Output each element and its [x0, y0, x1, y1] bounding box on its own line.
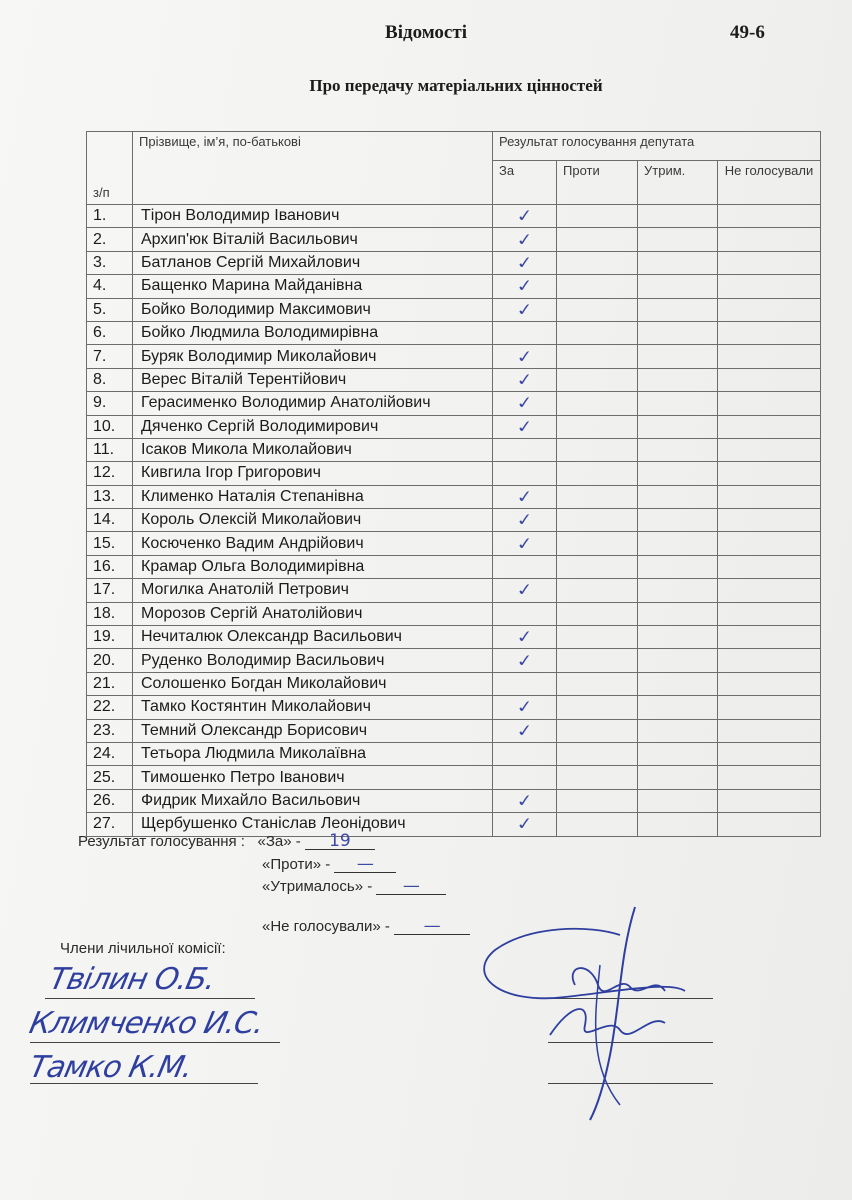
- vote-against-cell: [557, 321, 638, 344]
- vote-abstain-cell: [638, 415, 718, 438]
- deputy-name: Верес Віталій Терентійович: [133, 368, 493, 391]
- check-mark-icon: ✓: [515, 698, 535, 718]
- vote-for-cell: [493, 766, 557, 789]
- row-number: 19.: [87, 626, 133, 649]
- vote-abstain-cell: [638, 392, 718, 415]
- table-row: [87, 321, 821, 344]
- vote-for-cell: [493, 672, 557, 695]
- vote-for-cell: [493, 345, 557, 368]
- vote-abstain-cell: [638, 649, 718, 672]
- vote-abstain-cell: [638, 696, 718, 719]
- signature-line-1: [45, 998, 255, 999]
- vote-against-cell: [557, 462, 638, 485]
- vote-for-cell: [493, 719, 557, 742]
- vote-not-voted-cell: [718, 602, 821, 625]
- results-not-voted-value: —: [394, 918, 470, 935]
- deputy-name: Батланов Сергій Михайлович: [133, 251, 493, 274]
- deputy-name: Король Олексій Миколайович: [133, 509, 493, 532]
- check-mark-icon: ✓: [515, 370, 535, 391]
- results-abstain-label: «Утрималось» -: [262, 878, 373, 895]
- table-row: [87, 626, 821, 649]
- vote-not-voted-cell: [718, 766, 821, 789]
- deputy-name: Тетьора Людмила Миколаївна: [133, 742, 493, 765]
- vote-against-cell: [557, 298, 638, 321]
- vote-against-cell: [557, 228, 638, 251]
- vote-for-cell: [493, 532, 557, 555]
- results-label: Результат голосування :: [78, 833, 245, 850]
- check-mark-icon: ✓: [515, 300, 535, 320]
- deputy-name: Ісаков Микола Миколайович: [133, 438, 493, 461]
- deputy-name: Дяченко Сергій Володимирович: [133, 415, 493, 438]
- table-row: [87, 438, 821, 461]
- table-row: [87, 298, 821, 321]
- vote-for-cell: [493, 555, 557, 578]
- check-mark-icon: ✓: [515, 230, 535, 250]
- row-number: 4.: [87, 275, 133, 298]
- header-name: Прізвище, ім’я, по-батькові: [133, 132, 493, 205]
- vote-for-cell: [493, 205, 557, 228]
- vote-not-voted-cell: [718, 438, 821, 461]
- vote-abstain-cell: [638, 672, 718, 695]
- deputy-name: Тірон Володимир Іванович: [133, 205, 493, 228]
- deputy-name: Косюченко Вадим Андрійович: [133, 532, 493, 555]
- vote-against-cell: [557, 742, 638, 765]
- row-number: 5.: [87, 298, 133, 321]
- row-number: 16.: [87, 555, 133, 578]
- table-row: [87, 742, 821, 765]
- handwritten-signature-graphic: [470, 895, 700, 1125]
- deputy-name: Морозов Сергій Анатолійович: [133, 602, 493, 625]
- deputy-name: Тамко Костянтин Миколайович: [133, 696, 493, 719]
- row-number: 25.: [87, 766, 133, 789]
- header-not-voted: Не голосували: [718, 161, 821, 205]
- voting-table: [86, 131, 821, 837]
- deputy-name: Щербушенко Станіслав Леонідович: [133, 813, 493, 836]
- vote-abstain-cell: [638, 532, 718, 555]
- row-number: 13.: [87, 485, 133, 508]
- results-not-voted-line: [262, 918, 470, 935]
- deputy-name: Кивгила Ігор Григорович: [133, 462, 493, 485]
- check-mark-icon: ✓: [515, 791, 535, 812]
- deputy-name: Буряк Володимир Миколайович: [133, 345, 493, 368]
- row-number: 14.: [87, 509, 133, 532]
- check-mark-icon: ✓: [515, 417, 535, 437]
- vote-not-voted-cell: [718, 789, 821, 812]
- vote-abstain-cell: [638, 485, 718, 508]
- row-number: 3.: [87, 251, 133, 274]
- vote-against-cell: [557, 555, 638, 578]
- vote-against-cell: [557, 509, 638, 532]
- vote-against-cell: [557, 205, 638, 228]
- vote-against-cell: [557, 251, 638, 274]
- table-row: [87, 415, 821, 438]
- check-mark-icon: ✓: [515, 534, 535, 554]
- header-number: з/п: [87, 132, 133, 205]
- vote-abstain-cell: [638, 251, 718, 274]
- vote-against-cell: [557, 626, 638, 649]
- vote-abstain-cell: [638, 626, 718, 649]
- signature-line-3: [30, 1083, 258, 1084]
- vote-against-cell: [557, 649, 638, 672]
- row-number: 7.: [87, 345, 133, 368]
- vote-not-voted-cell: [718, 649, 821, 672]
- table-row: [87, 696, 821, 719]
- row-number: 12.: [87, 462, 133, 485]
- vote-for-cell: [493, 813, 557, 836]
- vote-abstain-cell: [638, 742, 718, 765]
- vote-for-cell: [493, 415, 557, 438]
- check-mark-icon: ✓: [515, 253, 535, 274]
- header-against: Проти: [557, 161, 638, 205]
- vote-abstain-cell: [638, 438, 718, 461]
- deputy-name: Солошенко Богдан Миколайович: [133, 672, 493, 695]
- table-row: [87, 345, 821, 368]
- vote-for-cell: [493, 462, 557, 485]
- vote-not-voted-cell: [718, 205, 821, 228]
- vote-not-voted-cell: [718, 251, 821, 274]
- vote-not-voted-cell: [718, 742, 821, 765]
- check-mark-icon: ✓: [515, 277, 535, 297]
- vote-for-cell: [493, 392, 557, 415]
- row-number: 8.: [87, 368, 133, 391]
- vote-not-voted-cell: [718, 321, 821, 344]
- document-title: Відомості: [385, 22, 467, 43]
- commission-member-2: Климченко И.С.: [26, 1006, 267, 1041]
- vote-abstain-cell: [638, 462, 718, 485]
- vote-abstain-cell: [638, 555, 718, 578]
- row-number: 23.: [87, 719, 133, 742]
- vote-abstain-cell: [638, 205, 718, 228]
- table-row: [87, 602, 821, 625]
- vote-not-voted-cell: [718, 485, 821, 508]
- table-row: [87, 672, 821, 695]
- vote-not-voted-cell: [718, 415, 821, 438]
- vote-abstain-cell: [638, 228, 718, 251]
- deputy-name: Бойко Володимир Максимович: [133, 298, 493, 321]
- row-number: 9.: [87, 392, 133, 415]
- check-mark-icon: ✓: [515, 487, 535, 507]
- check-mark-icon: ✓: [515, 511, 535, 531]
- deputy-name: Архип'юк Віталій Васильович: [133, 228, 493, 251]
- vote-for-cell: [493, 228, 557, 251]
- row-number: 27.: [87, 813, 133, 836]
- deputy-name: Могилка Анатолій Петрович: [133, 579, 493, 602]
- vote-not-voted-cell: [718, 719, 821, 742]
- check-mark-icon: ✓: [515, 394, 535, 414]
- results-for-label: «За» -: [257, 833, 301, 850]
- vote-against-cell: [557, 719, 638, 742]
- vote-for-cell: [493, 579, 557, 602]
- vote-abstain-cell: [638, 719, 718, 742]
- vote-not-voted-cell: [718, 509, 821, 532]
- results-abstain-value: —: [376, 878, 446, 895]
- commission-label: Члени лічильної комісії:: [60, 940, 226, 957]
- vote-against-cell: [557, 275, 638, 298]
- vote-abstain-cell: [638, 789, 718, 812]
- vote-not-voted-cell: [718, 228, 821, 251]
- results-against-label: «Проти» -: [262, 856, 331, 873]
- table-row: [87, 649, 821, 672]
- vote-against-cell: [557, 438, 638, 461]
- vote-for-cell: [493, 789, 557, 812]
- vote-not-voted-cell: [718, 392, 821, 415]
- vote-abstain-cell: [638, 368, 718, 391]
- vote-for-cell: [493, 321, 557, 344]
- deputy-name: Бойко Людмила Володимирівна: [133, 321, 493, 344]
- vote-for-cell: [493, 298, 557, 321]
- header-for: За: [493, 161, 557, 205]
- vote-abstain-cell: [638, 345, 718, 368]
- check-mark-icon: ✓: [515, 628, 535, 648]
- commission-member-1: Твілин О.Б.: [46, 962, 219, 997]
- document-number: 49-6: [730, 22, 765, 43]
- vote-not-voted-cell: [718, 345, 821, 368]
- row-number: 1.: [87, 205, 133, 228]
- signature-line-2: [30, 1042, 280, 1043]
- vote-against-cell: [557, 485, 638, 508]
- header-abstain: Утрим.: [638, 161, 718, 205]
- table-row: [87, 368, 821, 391]
- vote-for-cell: [493, 696, 557, 719]
- vote-not-voted-cell: [718, 672, 821, 695]
- results-for-value: 19: [305, 833, 375, 850]
- vote-for-cell: [493, 602, 557, 625]
- table-row: [87, 485, 821, 508]
- vote-against-cell: [557, 813, 638, 836]
- vote-not-voted-cell: [718, 626, 821, 649]
- row-number: 15.: [87, 532, 133, 555]
- vote-for-cell: [493, 368, 557, 391]
- vote-not-voted-cell: [718, 696, 821, 719]
- vote-against-cell: [557, 415, 638, 438]
- row-number: 26.: [87, 789, 133, 812]
- table-row: [87, 275, 821, 298]
- table-row: [87, 462, 821, 485]
- row-number: 2.: [87, 228, 133, 251]
- table-row: [87, 719, 821, 742]
- vote-for-cell: [493, 485, 557, 508]
- table-row: [87, 789, 821, 812]
- vote-against-cell: [557, 789, 638, 812]
- voting-table-body: [87, 205, 821, 837]
- deputy-name: Темний Олександр Борисович: [133, 719, 493, 742]
- vote-against-cell: [557, 602, 638, 625]
- vote-against-cell: [557, 672, 638, 695]
- row-number: 17.: [87, 579, 133, 602]
- row-number: 6.: [87, 321, 133, 344]
- check-mark-icon: ✓: [515, 581, 535, 601]
- vote-abstain-cell: [638, 509, 718, 532]
- check-mark-icon: ✓: [515, 651, 535, 671]
- vote-for-cell: [493, 275, 557, 298]
- check-mark-icon: ✓: [515, 815, 535, 835]
- table-row: [87, 555, 821, 578]
- vote-not-voted-cell: [718, 298, 821, 321]
- deputy-name: Фидрик Михайло Васильович: [133, 789, 493, 812]
- row-number: 11.: [87, 438, 133, 461]
- results-not-voted-label: «Не голосували» -: [262, 918, 390, 935]
- results-abstain-line: [262, 878, 446, 895]
- deputy-name: Клименко Наталія Степанівна: [133, 485, 493, 508]
- vote-abstain-cell: [638, 579, 718, 602]
- row-number: 22.: [87, 696, 133, 719]
- deputy-name: Руденко Володимир Васильович: [133, 649, 493, 672]
- vote-not-voted-cell: [718, 579, 821, 602]
- vote-abstain-cell: [638, 766, 718, 789]
- header-result: Результат голосування депутата: [493, 132, 821, 161]
- table-row: [87, 251, 821, 274]
- deputy-name: Бащенко Марина Майданівна: [133, 275, 493, 298]
- vote-against-cell: [557, 532, 638, 555]
- vote-abstain-cell: [638, 321, 718, 344]
- deputy-name: Крамар Ольга Володимирівна: [133, 555, 493, 578]
- vote-against-cell: [557, 345, 638, 368]
- row-number: 18.: [87, 602, 133, 625]
- check-mark-icon: ✓: [515, 207, 535, 227]
- deputy-name: Тимошенко Петро Іванович: [133, 766, 493, 789]
- vote-not-voted-cell: [718, 532, 821, 555]
- vote-abstain-cell: [638, 275, 718, 298]
- vote-for-cell: [493, 509, 557, 532]
- row-number: 21.: [87, 672, 133, 695]
- document-subtitle: Про передачу матеріальних цінностей: [309, 76, 603, 95]
- vote-not-voted-cell: [718, 275, 821, 298]
- results-label-line: [78, 833, 375, 850]
- vote-not-voted-cell: [718, 813, 821, 836]
- vote-against-cell: [557, 392, 638, 415]
- vote-not-voted-cell: [718, 555, 821, 578]
- table-row: [87, 766, 821, 789]
- deputy-name: Герасименко Володимир Анатолійович: [133, 392, 493, 415]
- row-number: 20.: [87, 649, 133, 672]
- check-mark-icon: ✓: [515, 721, 535, 741]
- vote-abstain-cell: [638, 298, 718, 321]
- check-mark-icon: ✓: [515, 347, 535, 367]
- row-number: 10.: [87, 415, 133, 438]
- vote-not-voted-cell: [718, 462, 821, 485]
- vote-abstain-cell: [638, 602, 718, 625]
- vote-for-cell: [493, 742, 557, 765]
- results-against-value: —: [334, 856, 396, 873]
- table-row: [87, 532, 821, 555]
- results-against-line: [262, 856, 396, 873]
- vote-for-cell: [493, 251, 557, 274]
- table-row: [87, 228, 821, 251]
- table-row: [87, 579, 821, 602]
- vote-for-cell: [493, 438, 557, 461]
- table-row: [87, 392, 821, 415]
- vote-abstain-cell: [638, 813, 718, 836]
- vote-for-cell: [493, 649, 557, 672]
- vote-against-cell: [557, 579, 638, 602]
- vote-for-cell: [493, 626, 557, 649]
- vote-against-cell: [557, 368, 638, 391]
- table-row: [87, 509, 821, 532]
- vote-against-cell: [557, 696, 638, 719]
- vote-against-cell: [557, 766, 638, 789]
- deputy-name: Нечиталюк Олександр Васильович: [133, 626, 493, 649]
- vote-not-voted-cell: [718, 368, 821, 391]
- table-row: [87, 205, 821, 228]
- commission-member-3: Тамко К.М.: [26, 1050, 196, 1085]
- row-number: 24.: [87, 742, 133, 765]
